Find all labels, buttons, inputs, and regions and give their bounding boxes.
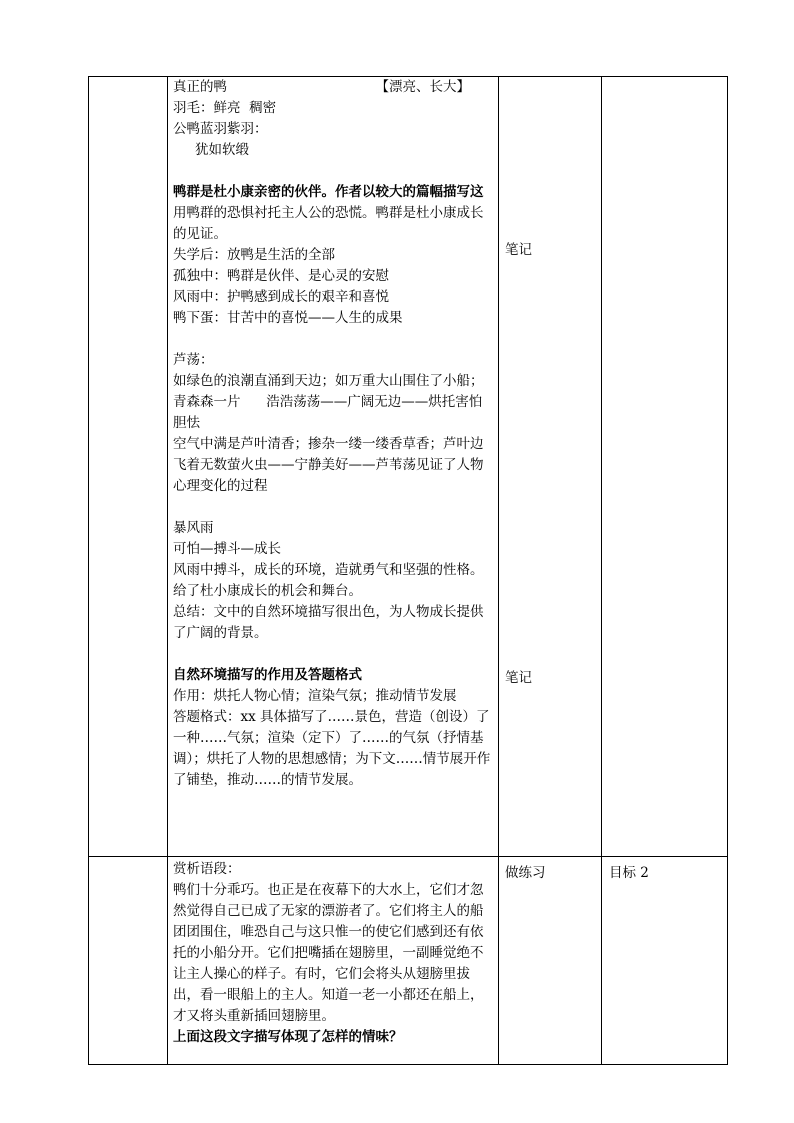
spacer <box>173 497 494 518</box>
spacer <box>173 329 494 350</box>
spacer <box>173 161 494 182</box>
table-row <box>89 77 728 857</box>
empty-cell <box>89 857 168 1065</box>
note-label: 笔记 <box>505 242 532 258</box>
text-line: 风雨中：护鸭感到成长的艰辛和喜悦 <box>173 289 389 305</box>
bold-heading: 自然环境描写的作用及答题格式 <box>173 667 362 683</box>
text-line: 孤独中：鸭群是伙伴、是心灵的安慰 <box>173 268 389 284</box>
text-line: 犹如软缎 <box>195 142 249 158</box>
text-line: 芦荡： <box>173 352 214 368</box>
section-tag: 【漂亮、长大】 <box>375 79 470 95</box>
lesson-table <box>88 76 728 1065</box>
text-line: 总结：文中的自然环境描写很出色，为人物成长提供了广阔的背景。 <box>173 604 484 641</box>
text-line: 暴风雨 <box>173 520 214 536</box>
content-cell <box>168 857 499 1065</box>
empty-cell <box>89 77 168 857</box>
table-row <box>89 857 728 1065</box>
text-line: 空气中满是芦叶清香；掺杂一缕一缕香草香；芦叶边飞着无数萤火虫——宁静美好——芦苇荡见证了人物心理变化的过程 <box>173 436 484 494</box>
section-title: 真正的鸭 <box>173 79 227 95</box>
note-label: 笔记 <box>505 670 532 686</box>
text-line: 可怕—搏斗—成长 <box>173 541 281 557</box>
text-line: 公鸭蓝羽紫羽： <box>173 121 268 137</box>
activity-label: 做练习 <box>505 865 546 881</box>
section-title-line <box>173 77 494 98</box>
text-line: 用鸭群的恐惧衬托主人公的恐慌。鸭群是杜小康成长的见证。 <box>173 205 484 242</box>
text-line: 作用：烘托人物心情；渲染气氛；推动情节发展 <box>173 688 457 704</box>
text-line: 鸭下蛋：甘苦中的喜悦——人生的成果 <box>173 310 403 326</box>
text-line: 鸭们十分乖巧。也正是在夜幕下的大水上，它们才忽然觉得自己已成了无家的漂游者了。它们将主人的船团团围住，唯恐自己与这只惟一的使它们感到还有依托的小船分开。它们把嘴插在翅膀里，一副睡觉绝不让主人操心的样子。有时，它们会将头从翅膀里拔出，看一眼船上的主人。知道一老一小都还在船上，才又将头重新插回翅膀里。 <box>173 882 484 1024</box>
empty-cell <box>602 77 728 857</box>
text-line: 赏析语段： <box>173 861 241 877</box>
goal-label: 目标 2 <box>609 865 649 881</box>
bold-heading: 鸭群是杜小康亲密的伙伴。作者以较大的篇幅描写这 <box>173 184 484 200</box>
text-line: 如绿色的浪潮直涌到天边；如万重大山围住了小船；青森森一片 浩浩荡荡——广阔无边——烘托害怕胆怯 <box>173 373 484 431</box>
goal-cell <box>602 857 728 1065</box>
text-line: 失学后：放鸭是生活的全部 <box>173 247 335 263</box>
spacer <box>173 644 494 665</box>
text-line: 答题格式：xx 具体描写了……景色，营造（创设）了一种……气氛；渲染（定下）了……的气氛（抒情基调）；烘托了人物的思想感情；为下文……情节展开作了铺垫，推动……的情节发展。 <box>173 709 491 788</box>
text-line: 风雨中搏斗，成长的环境，造就勇气和坚强的性格。给了杜小康成长的机会和舞台。 <box>173 562 484 599</box>
notes-cell <box>499 77 602 857</box>
content-cell <box>168 77 499 857</box>
activity-cell <box>499 857 602 1065</box>
question-text: 上面这段文字描写体现了怎样的情味？ <box>173 1029 403 1045</box>
text-line: 羽毛：鲜亮 稠密 <box>173 100 277 116</box>
